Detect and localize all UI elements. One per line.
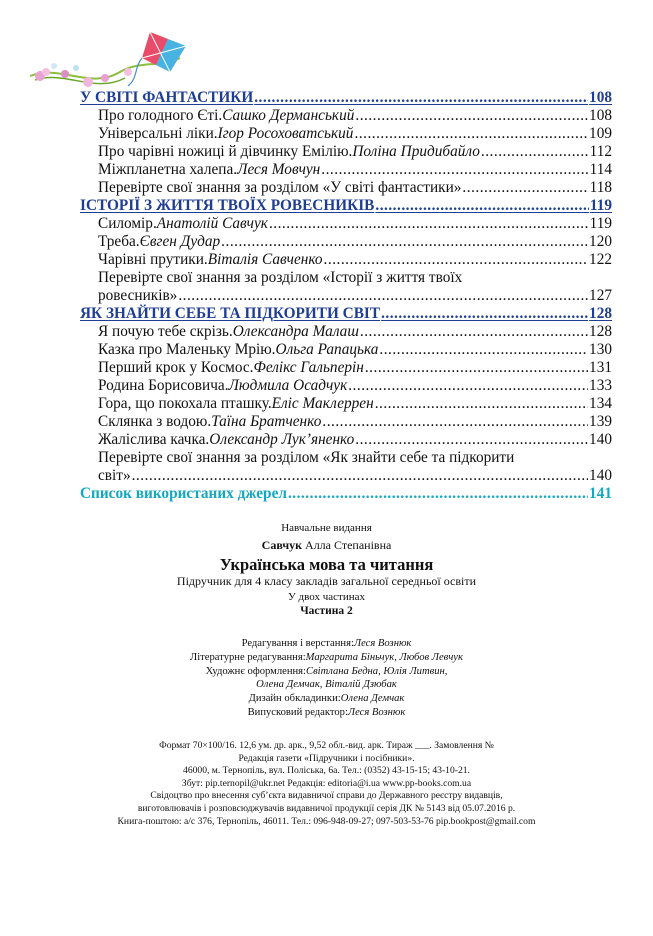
item-page: 120 bbox=[589, 233, 612, 250]
item-author: Ольга Рапацька bbox=[275, 341, 379, 358]
table-of-contents bbox=[80, 89, 612, 503]
parts-note: У двох частинах bbox=[288, 590, 365, 603]
imprint-header bbox=[0, 522, 653, 618]
item-title: Чарівні прутики. bbox=[98, 251, 208, 268]
format-line: Формат 70×100/16. 12,6 ум. др. арк., 9,52 обл.-вид. арк. Тираж ___. Замовлення № bbox=[159, 740, 494, 751]
item-title: Перевірте свої знання за розділом «У світі фантастики» bbox=[98, 179, 462, 196]
toc-item[interactable] bbox=[80, 215, 612, 233]
credit-row: Літературне редагування: Маргарита Біньчук, Любов Левчук bbox=[190, 651, 463, 663]
toc-item[interactable] bbox=[80, 395, 612, 413]
toc-item-review[interactable] bbox=[80, 269, 612, 305]
item-title: Про голодного Єті. bbox=[98, 107, 223, 124]
credit-row: Дизайн обкладинки: Олена Демчак bbox=[248, 693, 405, 705]
item-title-line2: ровесників» bbox=[98, 287, 178, 304]
toc-item[interactable] bbox=[80, 143, 612, 161]
toc-sources-link[interactable] bbox=[80, 485, 612, 503]
item-author: Таїна Братченко bbox=[211, 413, 322, 430]
toc-item[interactable] bbox=[80, 107, 612, 125]
item-page: 140 bbox=[589, 431, 612, 448]
section-title: У СВІТІ ФАНТАСТИКИ bbox=[80, 89, 254, 106]
publisher-info bbox=[0, 740, 653, 828]
toc-section-peers[interactable] bbox=[80, 197, 612, 215]
item-page: 114 bbox=[589, 161, 612, 178]
mail-order-line: Книга-поштою: а/с 376, Тернопіль, 46011. Тел.: 096-948-09-27; 097-503-53-76 pip.bookpost@gmail.com bbox=[117, 815, 536, 827]
item-title: Я почую тебе скрізь. bbox=[98, 323, 233, 340]
section-page: 119 bbox=[589, 197, 612, 214]
toc-item-review[interactable] bbox=[80, 449, 612, 485]
item-title: Міжпланетна халепа. bbox=[98, 161, 238, 178]
toc-item[interactable] bbox=[80, 161, 612, 179]
item-title: Про чарівні ножиці й дівчинку Емілію. bbox=[98, 143, 353, 160]
item-page: 118 bbox=[589, 179, 612, 196]
section-title: ІСТОРІЇ З ЖИТТЯ ТВОЇХ РОВЕСНИКІВ bbox=[80, 197, 375, 214]
item-author: Олександр Лук’яненко bbox=[209, 431, 355, 448]
author-line bbox=[0, 536, 653, 555]
item-page: 128 bbox=[589, 323, 612, 340]
section-page: 108 bbox=[589, 89, 612, 106]
item-page: 122 bbox=[589, 251, 612, 268]
certificate-line-2: виготовлювачів і розповсюджувачів видавничої продукції серія ДК № 5143 від 05.07.2016 р. bbox=[137, 802, 516, 814]
credit-row: Олена Демчак, Віталій Дзюбак bbox=[256, 679, 397, 691]
credit-row: Художнє оформлення: Світлана Бедна, Юлія Литвин, bbox=[205, 665, 448, 677]
item-title: Жаліслива качка. bbox=[98, 431, 210, 448]
item-title: Склянка з водою. bbox=[98, 413, 212, 430]
toc-item[interactable] bbox=[80, 251, 612, 269]
author-surname: Савчук bbox=[261, 537, 303, 552]
toc-item[interactable] bbox=[80, 125, 612, 143]
item-page: 112 bbox=[589, 143, 612, 160]
sources-title: Список використаних джерел bbox=[80, 485, 287, 502]
toc-item[interactable] bbox=[80, 377, 612, 395]
toc-item[interactable] bbox=[80, 341, 612, 359]
toc-item[interactable] bbox=[80, 359, 612, 377]
credit-row: Випусковий редактор: Леся Вознюк bbox=[247, 706, 406, 718]
item-author: Еліс Маклеррен bbox=[271, 395, 374, 412]
toc-item[interactable] bbox=[80, 233, 612, 251]
toc-item-review[interactable] bbox=[80, 179, 612, 197]
item-page: 140 bbox=[589, 467, 612, 484]
author-name: Алла Степанівна bbox=[302, 537, 392, 552]
item-page: 131 bbox=[589, 359, 612, 376]
toc-section-fantasy[interactable] bbox=[80, 89, 612, 107]
item-page: 133 bbox=[589, 377, 612, 394]
item-author: Євген Дудар bbox=[139, 233, 221, 250]
address-line: 46000, м. Тернопіль, вул. Поліська, 6а. Тел.: (0352) 43-15-15; 43-10-21. bbox=[183, 765, 470, 777]
item-author: Сашко Дерманський bbox=[222, 107, 355, 124]
item-author: Поліна Придибайло bbox=[352, 143, 480, 160]
item-title-line1: Перевірте свої знання за розділом «Історії з життя твоїх bbox=[98, 269, 463, 286]
toc-item[interactable] bbox=[80, 431, 612, 449]
item-author: Анатолій Савчук bbox=[156, 215, 268, 232]
section-page: 128 bbox=[589, 305, 612, 322]
item-page: 127 bbox=[589, 287, 612, 304]
toc-section-find-yourself[interactable] bbox=[80, 305, 612, 323]
book-subtitle: Підручник для 4 класу закладів загальної середньої освіти bbox=[176, 573, 477, 588]
item-title: Перший крок у Космос. bbox=[98, 359, 254, 376]
item-author: Ігор Росоховатський bbox=[217, 125, 354, 142]
credit-row: Редагування і верстання: Леся Вознюк bbox=[241, 638, 412, 649]
item-page: 130 bbox=[589, 341, 612, 358]
credits-block bbox=[0, 637, 653, 720]
item-author: Віталія Савченко bbox=[207, 251, 323, 268]
editorial-line: Редакція газети «Підручники і посібники». bbox=[238, 752, 415, 764]
item-title: Гора, що покохала пташку. bbox=[98, 395, 272, 412]
item-page: 119 bbox=[589, 215, 612, 232]
certificate-line: Свідоцтво про внесення суб’єкта видавничої справи до Державного реєстру видавців, bbox=[150, 790, 503, 802]
kite-ornament-icon bbox=[10, 28, 190, 98]
edition-type: Навчальне видання bbox=[281, 522, 372, 534]
item-title: Казка про Маленьку Мрію. bbox=[98, 341, 276, 358]
item-author: Олександра Малаш bbox=[232, 323, 359, 340]
item-author: Людмила Осадчук bbox=[228, 377, 348, 394]
item-author: Леся Мовчун bbox=[237, 161, 321, 178]
book-title: Українська мова та читання bbox=[219, 554, 434, 574]
item-page: 139 bbox=[589, 413, 612, 430]
item-title: Родина Борисовича. bbox=[98, 377, 229, 394]
item-author: Фелікс Гальперін bbox=[253, 359, 364, 376]
toc-item[interactable] bbox=[80, 413, 612, 431]
item-title: Треба. bbox=[98, 233, 140, 250]
part-number: Частина 2 bbox=[300, 604, 353, 617]
item-page: 109 bbox=[589, 125, 612, 142]
contacts-line: Збут: pip.ternopil@ukr.net Редакція: editoria@i.ua www.pp-books.com.ua bbox=[181, 777, 472, 789]
item-title: Універсальні ліки. bbox=[98, 125, 218, 142]
item-page: 108 bbox=[589, 107, 612, 124]
section-title: ЯК ЗНАЙТИ СЕБЕ ТА ПІДКОРИТИ СВІТ bbox=[80, 305, 381, 322]
toc-item[interactable] bbox=[80, 323, 612, 341]
item-title: Силомір. bbox=[98, 215, 157, 232]
sources-page: 141 bbox=[589, 485, 612, 502]
item-title-line1: Перевірте свої знання за розділом «Як знайти себе та підкорити bbox=[98, 449, 515, 466]
item-title-line2: світ» bbox=[98, 467, 131, 484]
item-page: 134 bbox=[589, 395, 612, 412]
